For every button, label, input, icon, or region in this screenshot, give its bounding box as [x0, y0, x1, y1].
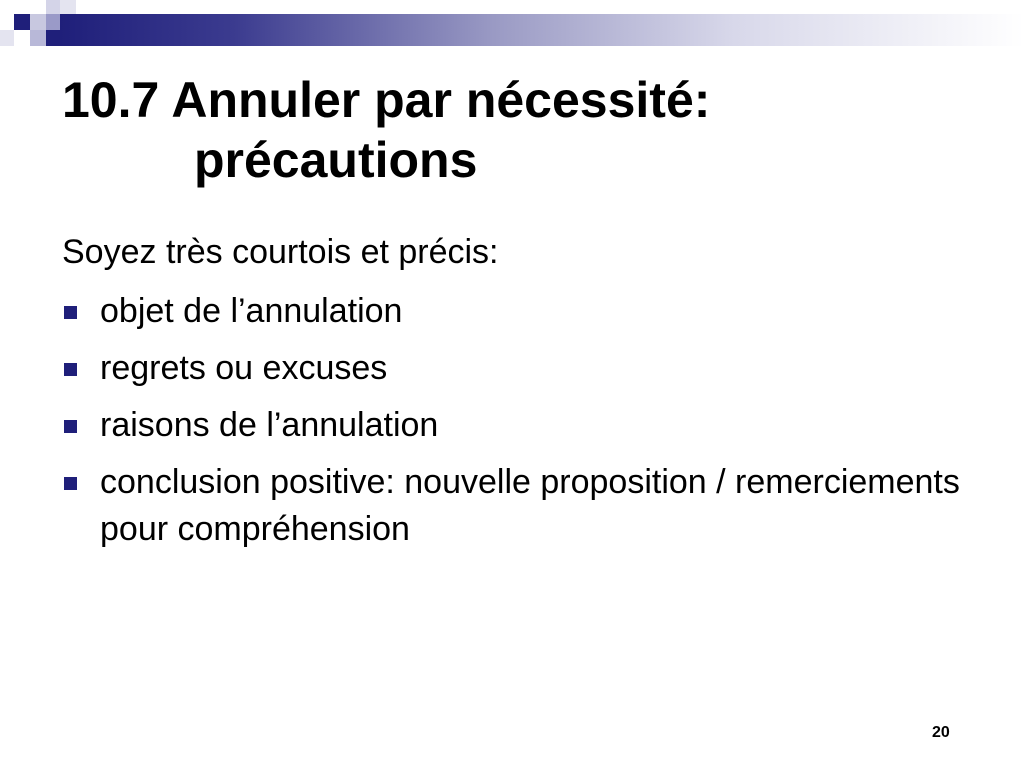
decorative-square	[46, 14, 60, 30]
decorative-square	[30, 30, 46, 46]
decorative-square	[60, 0, 76, 14]
square-bullet-icon	[64, 363, 77, 376]
title-line-2: précautions	[194, 132, 478, 188]
bullet-text: raisons de l’annulation	[100, 406, 439, 444]
bullet-text: conclusion positive: nouvelle proposition / remerciements pour compréhension	[100, 463, 960, 548]
bullet-text: objet de l’annulation	[100, 292, 403, 330]
decorative-square	[46, 30, 60, 46]
bullet-item	[62, 345, 962, 392]
bullet-item	[62, 402, 962, 449]
square-bullet-icon	[64, 477, 77, 490]
square-bullet-icon	[64, 420, 77, 433]
bullet-list	[62, 288, 962, 563]
square-bullet-icon	[64, 306, 77, 319]
bullet-item	[62, 288, 962, 335]
intro-text: Soyez très courtois et précis:	[62, 233, 499, 271]
slide-title	[62, 70, 962, 190]
bullet-item	[62, 459, 962, 553]
decorative-square	[30, 14, 46, 30]
page-number: 20	[932, 724, 950, 741]
decorative-square	[14, 14, 30, 30]
bullet-text: regrets ou excuses	[100, 349, 388, 387]
decorative-square	[46, 0, 60, 14]
header-band	[60, 14, 1024, 46]
decorative-square	[0, 30, 14, 46]
title-line-1: 10.7 Annuler par nécessité:	[62, 72, 711, 128]
